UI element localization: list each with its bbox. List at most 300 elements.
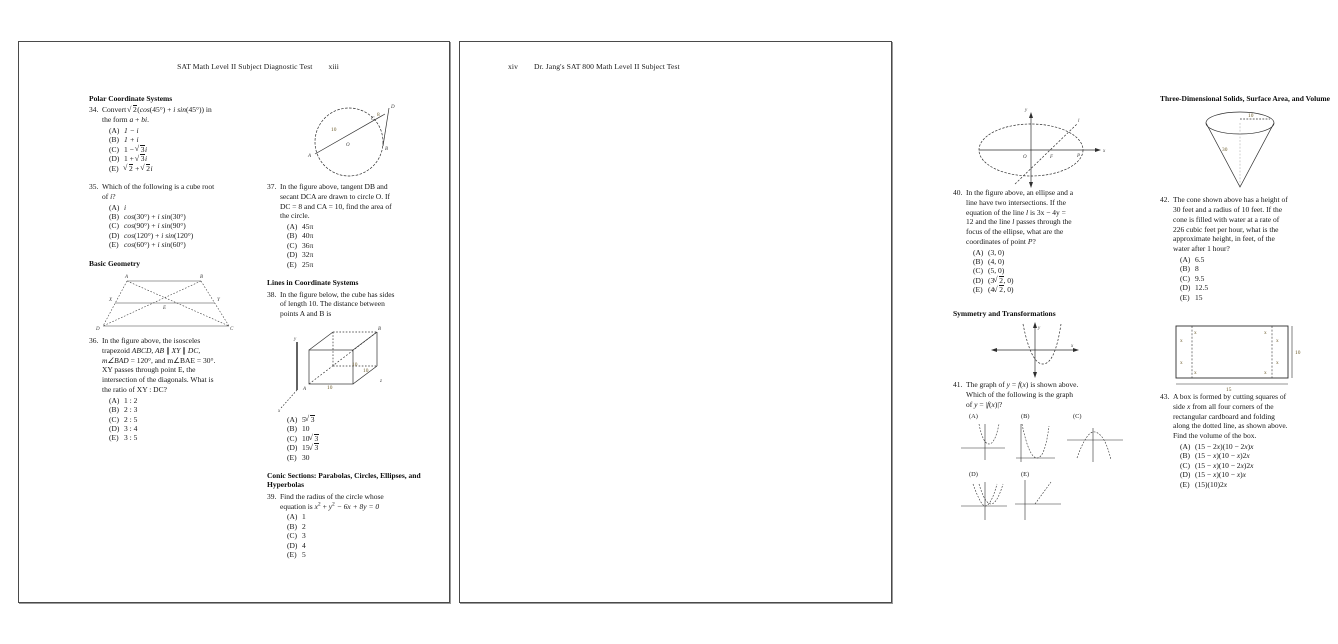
q35-choice-b[interactable]: (B) cos(30°) + i sin(30°)	[109, 212, 186, 221]
left-running-head-title: SAT Math Level II Subject Diagnostic Test	[177, 62, 313, 71]
q34-choice-c-label: (C)	[109, 144, 119, 154]
q36-choice-b-label: (B)	[109, 405, 119, 415]
q41-line1c: =	[1011, 380, 1017, 390]
box-label-x-br: x	[1276, 360, 1279, 367]
ellipse-label-o: O	[1023, 155, 1027, 160]
q35-choice-d-label: (D)	[109, 230, 120, 240]
trapezoid-label-x: X	[109, 298, 113, 304]
q41-line1e: (	[1020, 380, 1023, 390]
figure-cube-3d	[267, 320, 437, 415]
q36-line2a: trapezoid	[102, 345, 130, 355]
question-43-number: 43.	[1160, 392, 1170, 402]
q38-line3: points A and B is	[280, 309, 332, 319]
q34-i: i	[173, 105, 176, 115]
q36-line2d: XY	[171, 345, 181, 355]
q37-choice-b[interactable]	[267, 231, 437, 240]
circle-label-a: A	[308, 154, 312, 159]
figure-parabola-fx	[953, 320, 1123, 380]
q37-choice-a[interactable]	[267, 222, 437, 231]
box-label-x-b3: x	[1264, 370, 1267, 377]
right-page	[459, 41, 1330, 603]
q36-line2f: DC,	[187, 345, 201, 355]
cone-label-radius: 10	[1248, 113, 1254, 120]
q43-choice-b-label: (B)	[1180, 451, 1190, 461]
q41-graph-e	[1015, 480, 1061, 520]
box-label-x-tl: x	[1180, 338, 1183, 345]
q34-line2a: the form	[102, 115, 128, 125]
cone-label-height: 30	[1222, 147, 1228, 154]
q43-line2a: side	[1173, 401, 1186, 411]
trapezoid-label-y: Y	[217, 298, 220, 304]
q38-line2: of length 10. The distance between	[280, 299, 385, 309]
q36-line4: XY passes through point E, the	[102, 365, 196, 375]
question-40-number: 40.	[953, 188, 963, 197]
question-42	[1160, 195, 1338, 254]
q34-choice-d-label: (D)	[109, 154, 120, 164]
q35-line1: Which of the following is a cube root	[102, 182, 215, 192]
question-38	[267, 290, 437, 319]
q34-cos: cos	[139, 105, 150, 115]
question-40	[953, 188, 1123, 247]
q40-line3a: equation of the line	[966, 207, 1025, 217]
q42-line3: cone is filled with water at a rate of	[1173, 214, 1280, 224]
left-page-folio: xiii	[328, 62, 339, 71]
q36-line2c: ∥	[166, 345, 170, 355]
q39-choice-b-label: (B)	[287, 521, 297, 531]
q36-choice-e[interactable]	[89, 433, 259, 442]
q37-choice-c[interactable]	[267, 241, 437, 250]
q34-line2b: a	[129, 115, 134, 125]
q41-graph-d	[961, 482, 1007, 520]
circle-label-b: B	[385, 147, 389, 152]
trapezoid-label-a: A	[125, 275, 129, 281]
question-35	[89, 182, 259, 202]
question-38-stem	[280, 290, 437, 319]
q40-choice-d-label: (D)	[973, 275, 984, 285]
q41-option-c-label: (C)	[1073, 413, 1082, 421]
q36-choice-c[interactable]	[89, 415, 259, 424]
q35-choice-d[interactable]: (D) cos(120°) + i sin(120°)	[109, 230, 194, 240]
q40-choice-b-label: (B)	[973, 256, 983, 266]
q43-choice-b[interactable]: (B) (15 − x)(10 − x)2x	[1180, 451, 1250, 461]
q36-choice-a-text: 1 : 2	[124, 395, 138, 405]
q37-line3: DC = 8 and CA = 10, find the area of	[280, 201, 392, 211]
q36-choice-d[interactable]	[89, 424, 259, 433]
q41-option-e-label: (E)	[1021, 471, 1030, 479]
q43-choice-e[interactable]: (E) (15)(10)2x	[1180, 479, 1228, 489]
q40-line4b: l	[1012, 217, 1015, 227]
box-label-x-bl: x	[1180, 360, 1183, 367]
q36-line2b: ABCD, AB	[131, 345, 165, 355]
right-page-running-head	[508, 62, 680, 71]
question-35-number: 35.	[89, 182, 99, 192]
cube-label-b: B	[378, 326, 382, 332]
left-page-running-head	[177, 62, 339, 71]
q40-choice-c-text: (5, 0)	[988, 266, 1005, 276]
circle-label-c: C	[371, 117, 375, 122]
left-page-column-1	[89, 94, 259, 443]
q40-choice-b-text: (4, 0)	[988, 256, 1005, 266]
q42-line1: The cone shown above has a height of	[1173, 195, 1288, 205]
question-39	[267, 492, 437, 512]
q41-line3g: )|?	[994, 399, 1003, 409]
q40-choice-c-label: (C)	[973, 266, 983, 276]
q34-choice-a[interactable]: (A) 1 − i	[109, 125, 139, 135]
q38-choice-e[interactable]	[267, 453, 437, 462]
q38-choice-d-label: (D)	[287, 443, 298, 453]
q42-choice-b-text: 8	[1195, 264, 1199, 274]
cube-measure-10c: 10	[352, 361, 358, 368]
section-heading-lines-coord: Lines in Coordinate Systems	[267, 278, 359, 288]
q38-choice-c-label: (C)	[287, 433, 297, 443]
q39-choice-d-label: (D)	[287, 540, 298, 550]
ellipse-label-x: x	[1103, 149, 1106, 154]
q40-line6a: coordinates of point	[966, 236, 1026, 246]
question-35-stem	[102, 182, 259, 202]
q40-line5: focus of the ellipse, what are the	[966, 227, 1064, 236]
q35-line2b: i	[110, 191, 113, 201]
q37-choice-e-label: (E)	[287, 259, 297, 269]
q37-choice-d-label: (D)	[287, 250, 298, 260]
q36-line5: intersection of the diagonals. What is	[102, 375, 214, 385]
cube-measure-10: 10	[327, 384, 333, 391]
question-36	[89, 336, 259, 395]
q40-choice-a-text: (3, 0)	[988, 247, 1005, 257]
figure-cone	[1160, 105, 1338, 195]
figure-cardboard-box	[1160, 316, 1338, 392]
q43-line2b: x	[1186, 401, 1191, 411]
question-41-number: 41.	[953, 380, 963, 390]
figure-q41-options	[959, 410, 1123, 528]
question-37-number: 37.	[267, 182, 277, 191]
q38-line1: In the figure below, the cube has sides	[280, 289, 395, 299]
section-heading-symmetry: Symmetry and Transformations	[953, 308, 1056, 318]
q34-sin: sin	[177, 105, 187, 115]
q37-choice-e-text: 25π	[302, 259, 314, 269]
ellipse-label-l: l	[1078, 119, 1080, 124]
q43-choice-d[interactable]: (D) (15 − x)(10 − x)x	[1180, 470, 1246, 480]
q41-line1f: x	[1022, 380, 1026, 390]
q39-line2d: y	[328, 501, 333, 511]
circle-label-o: O	[346, 143, 350, 148]
q36-line3b: = 120°, and m∠BAE = 30°.	[130, 355, 216, 365]
figure-circle-tangent-secant	[267, 94, 437, 182]
question-41-stem	[966, 380, 1123, 409]
q43-choice-d-label: (D)	[1180, 470, 1191, 480]
question-40-stem	[966, 188, 1123, 247]
q38-choice-e-label: (E)	[287, 452, 297, 462]
q39-line2b: x	[314, 501, 318, 511]
q40-line1: In the figure above, an ellipse and a	[966, 188, 1074, 197]
q35-choice-a-label: (A)	[109, 202, 120, 212]
q40-line3b: l	[1025, 207, 1029, 217]
figure-trapezoid	[89, 270, 259, 336]
q39-line2e: − 6x + 8y = 0	[336, 501, 380, 511]
ellipse-label-y: y	[1025, 108, 1028, 113]
q41-line3d: f	[986, 399, 990, 409]
ellipse-label-p: P	[1077, 154, 1081, 159]
question-39-number: 39.	[267, 491, 277, 501]
q36-line3a: m∠BAD	[102, 355, 129, 365]
q41-graph-a	[961, 424, 1005, 460]
question-42-number: 42.	[1160, 195, 1170, 205]
right-running-head-title: Dr. Jang's SAT 800 Math Level II Subject Test	[534, 62, 680, 71]
question-36-number: 36.	[89, 336, 99, 346]
question-42-stem	[1173, 195, 1338, 254]
q42-choice-e-label: (E)	[1180, 292, 1190, 302]
parabola-label-y: y	[1038, 326, 1041, 332]
q39-choice-a-text: 1	[302, 512, 306, 522]
q40-line4a: 12 and the line	[966, 217, 1011, 227]
q43-line1: A box is formed by cutting squares of	[1173, 392, 1287, 402]
q39-choice-c[interactable]	[267, 531, 437, 540]
q35-choice-c[interactable]: (C) cos(90°) + i sin(90°)	[109, 221, 186, 231]
question-43	[1160, 392, 1338, 441]
q36-choice-d-text: 3 : 4	[124, 423, 138, 433]
q42-choice-d-text: 12.5	[1195, 283, 1209, 293]
q41-line2: Which of the following is the graph	[966, 389, 1074, 399]
circle-measure-10: 10	[331, 127, 337, 133]
q39-choice-d[interactable]	[267, 541, 437, 550]
figure-ellipse-line	[953, 94, 1123, 188]
box-label-width: 10	[1295, 350, 1301, 357]
ellipse-label-f: F	[1050, 155, 1054, 160]
q41-line3f: x	[991, 399, 995, 409]
q41-option-d-label: (D)	[969, 471, 978, 479]
question-43-stem	[1173, 392, 1338, 441]
q40-choice-a[interactable]	[953, 248, 1123, 257]
q43-choice-c[interactable]: (C) (15 − x)(10 − 2x)2x	[1180, 460, 1254, 470]
q42-choice-b-label: (B)	[1180, 264, 1190, 274]
q41-option-a-label: (A)	[969, 413, 978, 421]
q36-choice-a-label: (A)	[109, 395, 120, 405]
q37-line4: the circle.	[280, 211, 310, 221]
q39-choice-b[interactable]	[267, 522, 437, 531]
q42-choice-a-text: 6.5	[1195, 254, 1205, 264]
q37-line2: secant DCA are drawn to circle O. If	[280, 191, 390, 201]
q42-line5: approximate height, in feet, of the	[1173, 234, 1275, 244]
q35-choice-b-label: (B)	[109, 212, 119, 221]
q42-choice-a-label: (A)	[1180, 254, 1191, 264]
q34-choice-e-label: (E)	[109, 163, 119, 173]
q34-choice-b-label: (B)	[109, 135, 119, 145]
trapezoid-label-c: C	[230, 327, 234, 333]
circle-measure-8: 8	[377, 112, 380, 118]
q41-line3e: (	[989, 399, 992, 409]
q40-choice-e-label: (E)	[973, 285, 983, 295]
q38-choice-b[interactable]	[267, 424, 437, 433]
question-41	[953, 380, 1123, 409]
q43-choice-c-label: (C)	[1180, 460, 1190, 470]
q41-graph-b	[1016, 424, 1055, 462]
q36-choice-d-label: (D)	[109, 423, 120, 433]
q40-line3c: is 3x − 4y =	[1029, 207, 1066, 217]
circle-label-d: D	[391, 105, 395, 110]
q35-choice-c-label: (C)	[109, 221, 119, 231]
q42-choice-a[interactable]	[1160, 255, 1338, 264]
q39-line1: Find the radius of the circle whose	[280, 491, 384, 501]
q40-line6c: ?	[1032, 236, 1036, 246]
q35-choice-e[interactable]: (E) cos(60°) + i sin(60°)	[109, 240, 186, 250]
q41-line1d: f	[1017, 380, 1021, 390]
q39-choice-b-text: 2	[302, 521, 306, 531]
q40-choice-d[interactable]: (D) (3 √ 2, 0)	[953, 276, 1123, 285]
q41-line3a: of	[966, 399, 973, 409]
q37-choice-a-label: (A)	[287, 222, 298, 231]
section-heading-basic-geometry: Basic Geometry	[89, 258, 141, 268]
right-page-column-1	[953, 94, 1123, 528]
box-label-x-b2: x	[1194, 370, 1197, 377]
q39-choice-a-label: (A)	[287, 512, 298, 522]
q42-choice-e[interactable]	[1160, 293, 1338, 302]
q34-choice-e[interactable]: (E) √ 2 + √ 2i	[89, 164, 259, 173]
q40-choice-b[interactable]	[953, 257, 1123, 266]
section-heading-solids: Three-Dimensional Solids, Surface Area, and Volume	[1160, 94, 1330, 103]
q43-line5: Find the volume of the box.	[1173, 431, 1257, 441]
q38-choice-a[interactable]: (A) 5 √ 3	[267, 415, 437, 424]
q39-choice-a[interactable]	[267, 512, 437, 521]
question-34	[89, 105, 259, 125]
q42-choice-e-text: 15	[1195, 292, 1203, 302]
q43-line3: rectangular cardboard and folding	[1173, 411, 1275, 421]
right-page-folio: xiv	[508, 62, 519, 71]
q41-line3c: = |	[979, 399, 987, 409]
q42-line2: 30 feet and a radius of 10 feet. If the	[1173, 205, 1283, 215]
q39-line2c: +	[322, 501, 327, 511]
q35-choice-e-label: (E)	[109, 240, 119, 250]
q43-line2c: from all four corners of the	[1192, 401, 1274, 411]
q34-line2d: bi	[141, 115, 148, 125]
cube-measure-10b: 10	[363, 367, 369, 374]
q42-choice-d-label: (D)	[1180, 283, 1191, 293]
cube-label-z: z	[380, 378, 382, 384]
q41-graph-c	[1067, 428, 1123, 462]
q34-stem-part-1: Convert	[102, 105, 127, 115]
q43-line4: along the dotted line, as shown above.	[1173, 421, 1288, 431]
box-label-x-tr: x	[1276, 338, 1279, 345]
q37-choice-e[interactable]	[267, 260, 437, 269]
q37-line1: In the figure above, tangent DB and	[280, 182, 388, 191]
q36-choice-e-text: 3 : 5	[124, 433, 138, 443]
section-heading-polar: Polar Coordinate Systems	[89, 94, 173, 103]
trapezoid-label-d: D	[96, 327, 100, 333]
q37-choice-c-label: (C)	[287, 240, 297, 250]
q42-line6: water after 1 hour?	[1173, 244, 1230, 254]
left-page	[18, 41, 450, 603]
q42-choice-d[interactable]	[1160, 283, 1338, 292]
question-34-number: 34.	[89, 105, 99, 115]
q34-stem-part-3: (45°) +	[149, 105, 172, 115]
cube-label-x: x	[278, 408, 281, 414]
q39-choice-e-label: (E)	[287, 550, 297, 559]
q36-choice-a[interactable]	[89, 396, 259, 405]
q40-choice-a-label: (A)	[973, 247, 984, 257]
q41-line1g: ) is shown above.	[1025, 380, 1079, 390]
question-37	[267, 182, 437, 221]
trapezoid-label-b: B	[200, 275, 204, 281]
q35-line2a: of	[102, 191, 109, 201]
left-page-column-2	[267, 94, 437, 559]
q36-choice-b[interactable]	[89, 405, 259, 414]
q40-choice-e[interactable]: (E) (4 √ 2, 0)	[953, 285, 1123, 294]
q37-choice-b-label: (B)	[287, 231, 297, 241]
q36-choice-b-text: 2 : 3	[124, 405, 138, 415]
q38-choice-b-text: 10	[302, 424, 310, 434]
q38-choice-b-label: (B)	[287, 424, 297, 434]
q34-line2c: +	[135, 115, 140, 125]
q34-stem-part-2: (	[137, 105, 140, 115]
q41-line1a: The graph of	[966, 380, 1005, 390]
q38-choice-c[interactable]: (C) 10 √ 3	[267, 434, 437, 443]
q36-line1: In the figure above, the isosceles	[102, 336, 201, 346]
q37-choice-c-text: 36π	[302, 240, 314, 250]
q39-choice-e-text: 5	[302, 550, 306, 559]
q41-line1b: y	[1006, 380, 1010, 390]
q39-line2a: equation is	[280, 501, 313, 511]
q34-choice-b[interactable]: (B) 1 + i	[109, 135, 139, 145]
question-34-stem: Convert √ 2(cos(45°) + i sin(45°)) in the form a + bi.	[102, 105, 259, 125]
q43-choice-a[interactable]: (A) (15 − 2x)(10 − 2x)x	[1180, 441, 1254, 451]
q38-choice-e-text: 30	[302, 452, 310, 462]
q39-choice-d-text: 4	[302, 540, 306, 550]
q37-choice-d-text: 32π	[302, 250, 314, 260]
q34-choice-c[interactable]: (C) 1 − √ 3i	[89, 145, 259, 154]
q36-choice-c-label: (C)	[109, 414, 119, 424]
q34-stem-part-4: (45°)) in	[186, 105, 212, 115]
q36-choice-e-label: (E)	[109, 433, 119, 443]
q36-choice-c-text: 2 : 5	[124, 414, 138, 424]
q40-line6b: P	[1027, 236, 1033, 246]
q41-line3b: y	[974, 399, 978, 409]
q40-line4c: passes through the	[1016, 217, 1072, 227]
q34-choice-d[interactable]: (D) 1 + √ 3i	[89, 154, 259, 163]
trapezoid-label-e: E	[163, 306, 167, 312]
cube-label-y: y	[294, 336, 297, 342]
question-37-stem	[280, 182, 437, 221]
q37-choice-a-text: 45π	[302, 222, 314, 231]
q35-choice-a[interactable]: (A) i	[109, 202, 127, 212]
q38-choice-d[interactable]: (D) 15 √ 3	[267, 443, 437, 452]
q42-choice-c[interactable]	[1160, 274, 1338, 283]
q35-line2c: ?	[112, 191, 116, 201]
cube-label-a: A	[303, 386, 307, 392]
q36-line6: the ratio of XY : DC?	[102, 384, 167, 394]
q42-choice-c-text: 9.5	[1195, 273, 1205, 283]
q39-choice-c-label: (C)	[287, 531, 297, 541]
box-label-length: 15	[1226, 387, 1232, 394]
q43-choice-e-label: (E)	[1180, 479, 1190, 489]
q42-choice-b[interactable]	[1160, 264, 1338, 273]
q36-line2e: ∥	[182, 345, 187, 355]
q43-choice-a-label: (A)	[1180, 441, 1191, 451]
box-label-x-t2: x	[1194, 330, 1197, 337]
q38-choice-a-label: (A)	[287, 414, 298, 424]
question-38-number: 38.	[267, 289, 277, 299]
question-39-stem: Find the radius of the circle whose equation is $x^2 + y^2 - 6x + 8y = 0$	[280, 491, 384, 511]
parabola-label-x: x	[1071, 344, 1074, 350]
q37-choice-b-text: 40π	[302, 231, 314, 241]
q37-choice-d[interactable]	[267, 250, 437, 259]
section-heading-conics: Conic Sections: Parabolas, Circles, Ellipses, and Hyperbolas	[267, 471, 421, 490]
q42-line4: 226 cubic feet per hour, what is the	[1173, 224, 1279, 234]
q40-choice-c[interactable]	[953, 266, 1123, 275]
right-page-column-2	[1160, 94, 1338, 489]
q39-choice-e[interactable]	[267, 550, 437, 559]
q40-line2: line have two intersections. If the	[966, 197, 1066, 207]
q34-choice-a-label: (A)	[109, 125, 120, 135]
q39-choice-c-text: 3	[302, 531, 306, 541]
question-36-stem	[102, 336, 259, 395]
